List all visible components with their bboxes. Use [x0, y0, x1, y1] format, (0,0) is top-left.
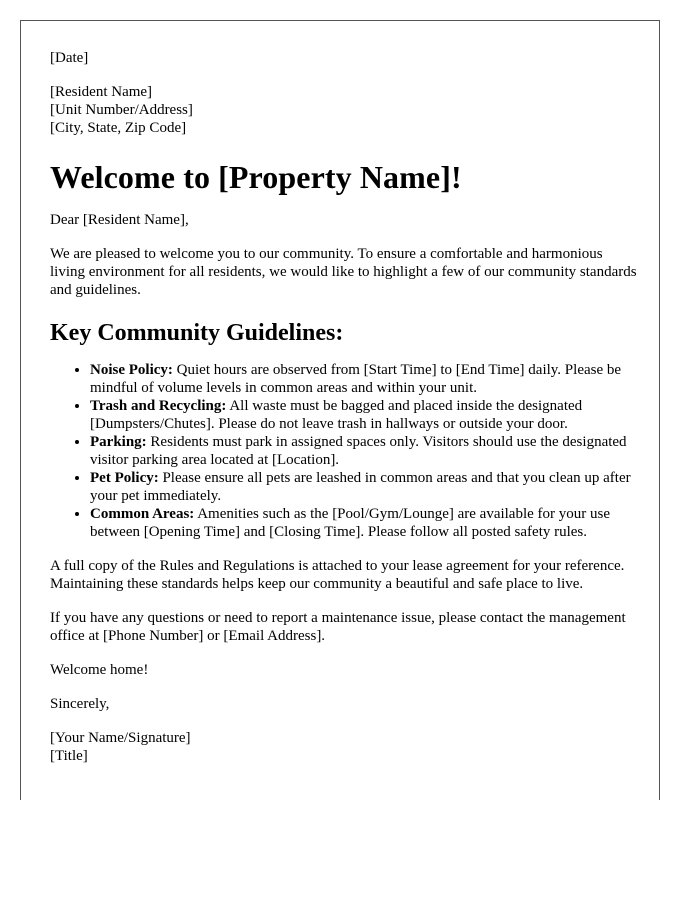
- guideline-label: Noise Policy:: [90, 362, 173, 378]
- signature-name: [Your Name/Signature]: [50, 730, 191, 746]
- recipient-unit: [Unit Number/Address]: [50, 102, 193, 118]
- recipient-address: [50, 83, 640, 137]
- guidelines-heading: Key Community Guidelines:: [50, 320, 344, 346]
- recipient-city: [City, State, Zip Code]: [50, 120, 187, 136]
- guideline-item-parking: [90, 433, 640, 469]
- recipient-name: [Resident Name]: [50, 84, 153, 100]
- letter-body: [50, 49, 640, 765]
- closing-text: Sincerely,: [50, 696, 110, 712]
- guideline-label: Parking:: [90, 434, 147, 450]
- contact-paragraph: If you have any questions or need to report a maintenance issue, please contact the management office at [Phone Number] or [Email Address].: [50, 610, 626, 644]
- welcome-home-text: Welcome home!: [50, 662, 149, 678]
- guideline-text: Quiet hours are observed from [Start Time] to [End Time] daily. Please be mindful of volume levels in common areas and within your unit.: [90, 362, 622, 396]
- guideline-text: Amenities such as the [Pool/Gym/Lounge] are available for your use between [Opening Time] and [Closing Time]. Please follow all posted safety rules.: [90, 506, 611, 540]
- letter-date: [Date]: [50, 50, 89, 66]
- guideline-item-common-areas: [90, 505, 640, 541]
- salutation: Dear [Resident Name],: [50, 212, 189, 228]
- guideline-text: Please ensure all pets are leashed in common areas and that you clean up after your pet immediately.: [90, 470, 631, 504]
- guideline-label: Common Areas:: [90, 506, 195, 522]
- intro-paragraph: We are pleased to welcome you to our community. To ensure a comfortable and harmonious living environment for all residents, we would like to highlight a few of our community standards and guidelines.: [50, 246, 637, 298]
- signer-title: [Title]: [50, 748, 88, 764]
- rules-paragraph: A full copy of the Rules and Regulations is attached to your lease agreement for your reference. Maintaining these standards helps keep our community a beautiful and safe place to live.: [50, 558, 625, 592]
- guideline-text: All waste must be bagged and placed inside the designated [Dumpsters/Chutes]. Please do not leave trash in hallways or outside your door.: [90, 398, 583, 432]
- guideline-text: Residents must park in assigned spaces only. Visitors should use the designated visitor parking area located at [Location].: [90, 434, 627, 468]
- guideline-label: Trash and Recycling:: [90, 398, 227, 414]
- letter-page: [20, 20, 660, 800]
- guideline-label: Pet Policy:: [90, 470, 159, 486]
- guidelines-list: [50, 361, 640, 541]
- letter-title: Welcome to [Property Name]!: [50, 159, 462, 195]
- signature-block: [50, 729, 640, 765]
- guideline-item-pets: [90, 469, 640, 505]
- guideline-item-noise: [90, 361, 640, 397]
- guideline-item-trash: [90, 397, 640, 433]
